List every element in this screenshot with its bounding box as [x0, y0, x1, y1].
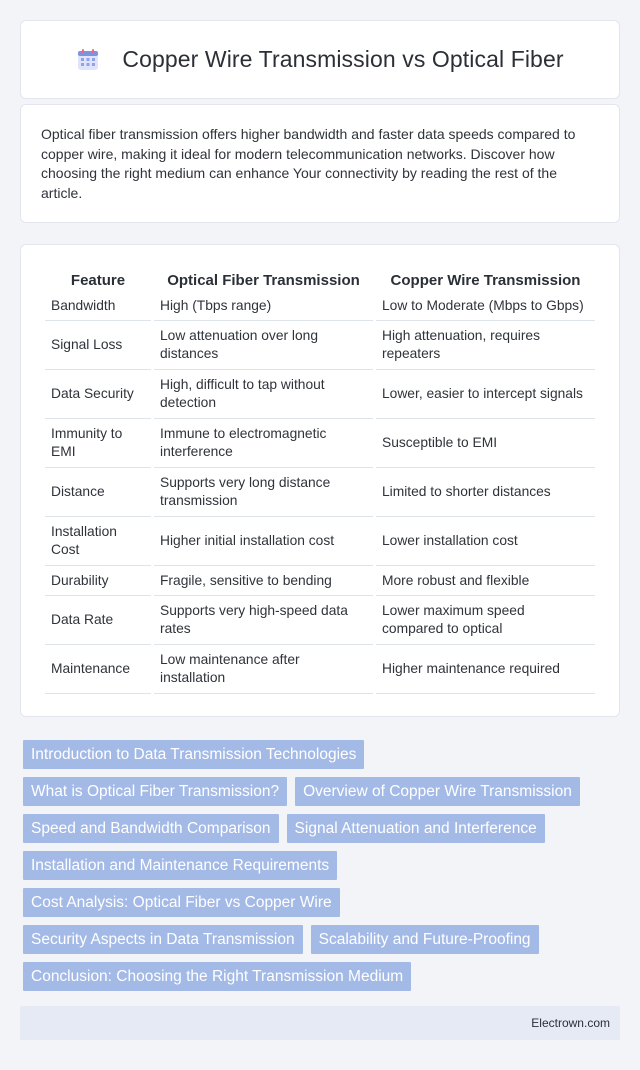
- topic-link[interactable]: Signal Attenuation and Interference: [287, 814, 545, 843]
- table-cell: Distance: [45, 468, 151, 517]
- link-row: [23, 851, 623, 880]
- table-row: [45, 419, 595, 468]
- table-cell: Durability: [45, 566, 151, 596]
- table-cell: High (Tbps range): [154, 291, 373, 321]
- table-cell: Higher maintenance required: [376, 645, 595, 694]
- intro-card: [20, 104, 620, 223]
- table-cell: Signal Loss: [45, 321, 151, 370]
- table-cell: Lower maximum speed compared to optical: [376, 596, 595, 645]
- intro-text: Optical fiber transmission offers higher bandwidth and faster data speeds compared to copper wire, making it ideal for modern telecommunication networks. Discover how choosing the right medium can enhance Your connectivity by reading the rest of the article.: [41, 126, 576, 201]
- table-row: [45, 291, 595, 321]
- table-cell: Lower installation cost: [376, 517, 595, 566]
- table-cell: High, difficult to tap without detection: [154, 370, 373, 419]
- topic-link[interactable]: Introduction to Data Transmission Technologies: [23, 740, 364, 769]
- table-cell: Supports very long distance transmission: [154, 468, 373, 517]
- link-row: [23, 740, 623, 769]
- link-row: [23, 814, 623, 843]
- topic-link[interactable]: Speed and Bandwidth Comparison: [23, 814, 279, 843]
- table-cell: Limited to shorter distances: [376, 468, 595, 517]
- table-row: [45, 517, 595, 566]
- table-cell: Immunity to EMI: [45, 419, 151, 468]
- footer: [20, 1006, 620, 1040]
- table-cell: Maintenance: [45, 645, 151, 694]
- topic-links: [23, 740, 623, 999]
- table-cell: Lower, easier to intercept signals: [376, 370, 595, 419]
- table-row: [45, 468, 595, 517]
- topic-link[interactable]: Security Aspects in Data Transmission: [23, 925, 303, 954]
- link-row: [23, 962, 623, 991]
- table-header-optical: Optical Fiber Transmission: [167, 272, 360, 289]
- topic-link[interactable]: Cost Analysis: Optical Fiber vs Copper Wire: [23, 888, 340, 917]
- table-cell: Low maintenance after installation: [154, 645, 373, 694]
- table-cell: Data Rate: [45, 596, 151, 645]
- table-header-feature: Feature: [70, 272, 126, 289]
- comparison-table-card: [20, 244, 620, 717]
- table-cell: Higher initial installation cost: [154, 517, 373, 566]
- table-cell: Fragile, sensitive to bending: [154, 566, 373, 596]
- table-row: [45, 645, 595, 694]
- topic-link[interactable]: Conclusion: Choosing the Right Transmission Medium: [23, 962, 411, 991]
- link-row: [23, 888, 623, 917]
- table-row: [45, 321, 595, 370]
- topic-link[interactable]: Installation and Maintenance Requirements: [23, 851, 337, 880]
- table-cell: Susceptible to EMI: [376, 419, 595, 468]
- header-card: [20, 20, 620, 99]
- table-cell: Installation Cost: [45, 517, 151, 566]
- table-row: [45, 566, 595, 596]
- link-row: [23, 925, 623, 954]
- topic-link[interactable]: Overview of Copper Wire Transmission: [295, 777, 580, 806]
- table-header-copper: Copper Wire Transmission: [390, 272, 581, 289]
- topic-link[interactable]: Scalability and Future-Proofing: [311, 925, 539, 954]
- calendar-grid-icon: [76, 48, 100, 72]
- table-cell: Supports very high-speed data rates: [154, 596, 373, 645]
- table-row: [45, 370, 595, 419]
- table-row: [45, 596, 595, 645]
- table-cell: Low attenuation over long distances: [154, 321, 373, 370]
- table-cell: Data Security: [45, 370, 151, 419]
- link-row: [23, 777, 623, 806]
- table-cell: Immune to electromagnetic interference: [154, 419, 373, 468]
- table-cell: Low to Moderate (Mbps to Gbps): [376, 291, 595, 321]
- table-cell: More robust and flexible: [376, 566, 595, 596]
- footer-brand[interactable]: Electrown.com: [531, 1016, 610, 1030]
- comparison-table: [42, 263, 598, 694]
- table-cell: High attenuation, requires repeaters: [376, 321, 595, 370]
- page-title: Copper Wire Transmission vs Optical Fiber: [122, 46, 564, 72]
- table-cell: Bandwidth: [45, 291, 151, 321]
- topic-link[interactable]: What is Optical Fiber Transmission?: [23, 777, 287, 806]
